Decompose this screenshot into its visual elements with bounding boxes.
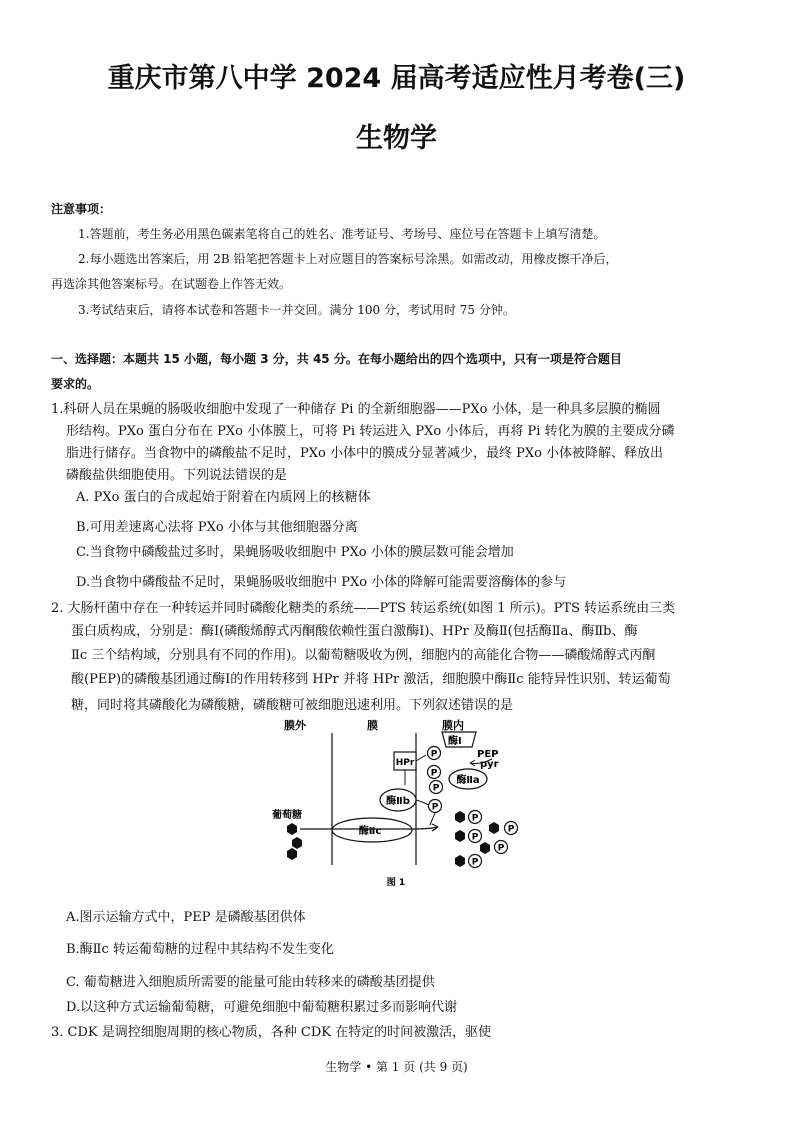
exam-title: 重庆市第八中学 2024 届高考适应性月考卷(三): [107, 63, 686, 94]
page-footer: 生物学 • 第 1 页 (共 9 页): [325, 1060, 468, 1074]
note-item-2: 2.每小题选出答案后，用 2B 铅笔把答题卡上对应题目的答案标号涂黑。如需改动，用橡皮擦干净后，: [78, 252, 618, 266]
q1-stem-line-2: 形结构。PXo 蛋白分布在 PXo 小体膜上，可将 Pi 转运进入 PXo 小体后，再将 Pi 转化为膜的主要成分磷: [66, 424, 675, 439]
q2-option-a: A.图示运输方式中，PEP 是磷酸基团供体: [66, 910, 306, 925]
q1-option-d: D.当食物中磷酸盐不足时，果蝇肠吸收细胞中 PXo 小体的降解可能需要溶酶体的参与: [76, 575, 567, 590]
q2-stem-line-5: 糖，同时将其磷酸化为磷酸糖，磷酸糖可被细胞迅速利用。下列叙述错误的是: [71, 698, 514, 713]
sugar-phosphate-p-label-5: P: [471, 857, 479, 868]
sugar-phosphate-p-label-4: P: [497, 843, 505, 854]
q1-option-b: B.可用差速离心法将 PXo 小体与其他细胞器分离: [76, 520, 358, 535]
note-item-1: 1.答题前，考生务必用黑色碳素笔将自己的姓名、准考证号、考场号、座位号在答题卡上填写清楚。: [78, 227, 606, 241]
enzyme-2c-label: 酶Ⅱc: [358, 826, 382, 837]
pts-transport-diagram: [270, 715, 530, 890]
hpr-label: HPr: [395, 758, 415, 768]
note-item-3: 3.考试结束后，请将本试卷和答题卡一并交回。满分 100 分，考试用时 75 分钟。: [78, 303, 515, 317]
enzyme-2b-down-link: [430, 813, 435, 825]
glucose-hexagon-3: [287, 848, 297, 860]
sugar-phosphate-hexagon-4: [480, 842, 490, 854]
notes-heading: 注意事项：: [51, 202, 112, 216]
q1-option-a: A. PXo 蛋白的合成起始于附着在内质网上的核糖体: [76, 490, 371, 505]
q2-stem-line-4: 酸(PEP)的磷酸基团通过酶Ⅰ的作用转移到 HPr 并将 HPr 激活，细胞膜中酶Ⅱc 能特异性识别、转运葡萄: [71, 672, 671, 687]
sugar-phosphate-hexagon-3: [455, 830, 465, 842]
note-item-2-cont: 再选涂其他答案标号。在试题卷上作答无效。: [51, 277, 292, 291]
figure-caption: 图 1: [386, 878, 406, 888]
hpr-link: [416, 755, 426, 761]
q2-stem-line-1: 2. 大肠杆菌中存在一种转运并同时磷酸化糖类的系统——PTS 转运系统(如图 1 所示)。PTS 转运系统由三类: [51, 601, 676, 616]
sugar-phosphate-hexagon-5: [455, 855, 465, 867]
q2-stem-line-2: 蛋白质构成，分别是：酶Ⅰ(磷酸烯醇式丙酮酸依赖性蛋白激酶Ⅰ)、HPr 及酶Ⅱ(包括酶Ⅱa、酶Ⅱb、酶: [71, 624, 638, 639]
phosphate-label-3: P: [432, 783, 440, 794]
enzyme-2b-label: 酶Ⅱb: [386, 796, 410, 807]
glucose-hexagon-2: [292, 837, 302, 849]
pep-label: PEP: [477, 749, 499, 760]
enzyme-1-label: 酶Ⅰ: [448, 736, 462, 747]
section-heading-cont: 要求的。: [51, 377, 100, 391]
q2-option-d: D.以这种方式运输葡萄糖，可避免细胞中葡萄糖积累过多而影响代谢: [66, 1000, 458, 1015]
enzyme-2b-link: [416, 800, 428, 805]
q2-stem-line-3: Ⅱc 三个结构域，分别具有不同的作用)。以葡萄糖吸收为例，细胞内的高能化合物——磷酸烯醇式丙酮: [71, 648, 656, 663]
q1-option-c: C.当食物中磷酸盐过多时，果蝇肠吸收细胞中 PXo 小体的膜层数可能会增加: [76, 545, 514, 560]
sugar-phosphate-p-label-2: P: [507, 824, 515, 835]
enzyme-2a-label: 酶Ⅱa: [456, 775, 480, 786]
label-inside: 膜内: [442, 719, 464, 732]
sugar-phosphate-hexagon-1: [455, 811, 465, 823]
q1-stem-line-3: 脂进行储存。当食物中的磷酸盐不足时，PXo 小体中的膜成分显著减少，最终 PXo 小体被降解、释放出: [66, 446, 664, 461]
q1-stem-line-4: 磷酸盐供细胞使用。下列说法错误的是: [66, 468, 288, 483]
pyr-label: pyr: [480, 759, 499, 770]
phosphate-label-1: P: [430, 749, 438, 760]
sugar-phosphate-p-label-1: P: [471, 813, 479, 824]
sugar-phosphate-hexagon-2: [489, 822, 499, 834]
q1-stem-line-1: 1.科研人员在果蝇的肠吸收细胞中发现了一种储存 Pi 的全新细胞器——PXo 小体，是一种具多层膜的椭圆: [51, 402, 661, 417]
label-membrane: 膜: [367, 719, 378, 732]
q2-option-c: C. 葡萄糖进入细胞质所需要的能量可能由转移来的磷酸基团提供: [66, 975, 435, 990]
q3-stem-line-1: 3. CDK 是调控细胞周期的核心物质，各种 CDK 在特定的时间被激活，驱使: [51, 1025, 492, 1040]
glucose-hexagon-1: [287, 823, 297, 835]
phosphate-label-4: P: [431, 802, 439, 813]
sugar-phosphate-p-label-3: P: [471, 832, 479, 843]
glucose-label: 葡萄糖: [272, 810, 302, 821]
label-outside: 膜外: [284, 719, 306, 732]
subject-title: 生物学: [356, 123, 437, 154]
section-heading: 一、选择题：本题共 15 小题，每小题 3 分，共 45 分。在每小题给出的四个选项中，只有一项是符合题目: [51, 352, 622, 366]
q2-option-b: B.酶Ⅱc 转运葡萄糖的过程中其结构不发生变化: [66, 942, 334, 957]
phosphate-label-2: P: [430, 768, 438, 779]
